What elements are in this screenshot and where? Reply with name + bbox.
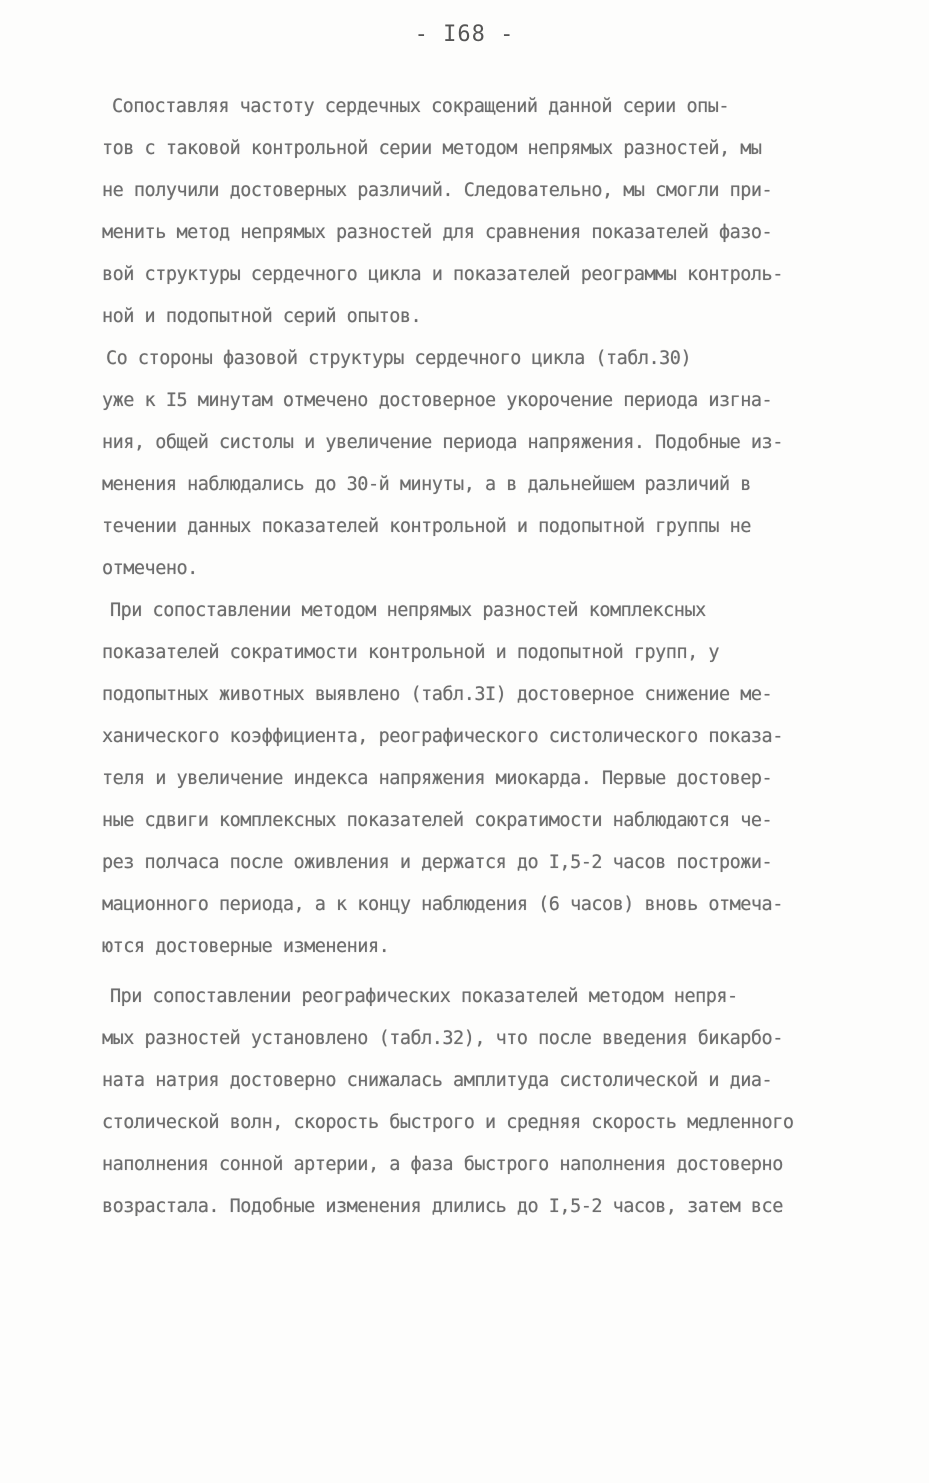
text-line: столической волн, скорость быстрого и средняя скорость медленного [102,1112,794,1133]
text-line: отмечено. [102,558,198,579]
text-line: мых разностей установлено (табл.32), что после введения бикарбо- [102,1028,783,1049]
text-line: течении данных показателей контрольной и подопытной группы не [102,516,751,537]
text-line: уже к I5 минутам отмечено достоверное укорочение периода изгна- [102,390,773,411]
text-line: ной и подопытной серий опытов. [102,306,422,327]
text-line: теля и увеличение индекса напряжения миокарда. Первые достовер- [102,768,773,789]
text-line: рез полчаса после оживления и держатся до I,5-2 часов построжи- [102,852,773,873]
text-line: ные сдвиги комплексных показателей сократимости наблюдаются че- [102,810,773,831]
paragraph-3 [102,590,896,968]
text-line: показателей сократимости контрольной и подопытной групп, у [102,642,720,663]
text-line: ната натрия достоверно снижалась амплитуда систолической и диа- [102,1070,773,1091]
paragraph-4 [102,976,896,1228]
body-text [102,86,896,1228]
text-line: возрастала. Подобные изменения длились до I,5-2 часов, затем все [102,1196,783,1217]
text-line: мационного периода, а к концу наблюдения (6 часов) вновь отмеча- [102,894,783,915]
text-line: ханического коэффициента, реографического систолического показа- [102,726,783,747]
page-number: - I68 - [414,22,515,47]
text-line: При сопоставлении реографических показателей методом непря- [110,986,738,1007]
text-line: Сопоставляя частоту сердечных сокращений данной серии опы- [112,96,730,117]
text-line: менения наблюдались до 30-й минуты, а в дальнейшем различий в [102,474,751,495]
text-line: наполнения сонной артерии, а фаза быстрого наполнения достоверно [102,1154,783,1175]
text-line: Со стороны фазовой структуры сердечного цикла (табл.30) [106,348,692,369]
text-line: тов с таковой контрольной серии методом непрямых разностей, мы [102,138,762,159]
text-line: ния, общей систолы и увеличение периода напряжения. Подобные из- [102,432,783,453]
text-line: не получили достоверных различий. Следовательно, мы смогли при- [102,180,773,201]
text-line: менить метод непрямых разностей для сравнения показателей фазо- [102,222,773,243]
paragraph-1 [102,86,896,338]
text-line: При сопоставлении методом непрямых разностей комплексных [110,600,706,621]
text-line: вой структуры сердечного цикла и показателей реограммы контроль- [102,264,783,285]
text-line: ются достоверные изменения. [102,936,390,957]
text-line: подопытных животных выявлено (табл.3I) достоверное снижение ме- [102,684,773,705]
paragraph-2 [102,338,896,590]
